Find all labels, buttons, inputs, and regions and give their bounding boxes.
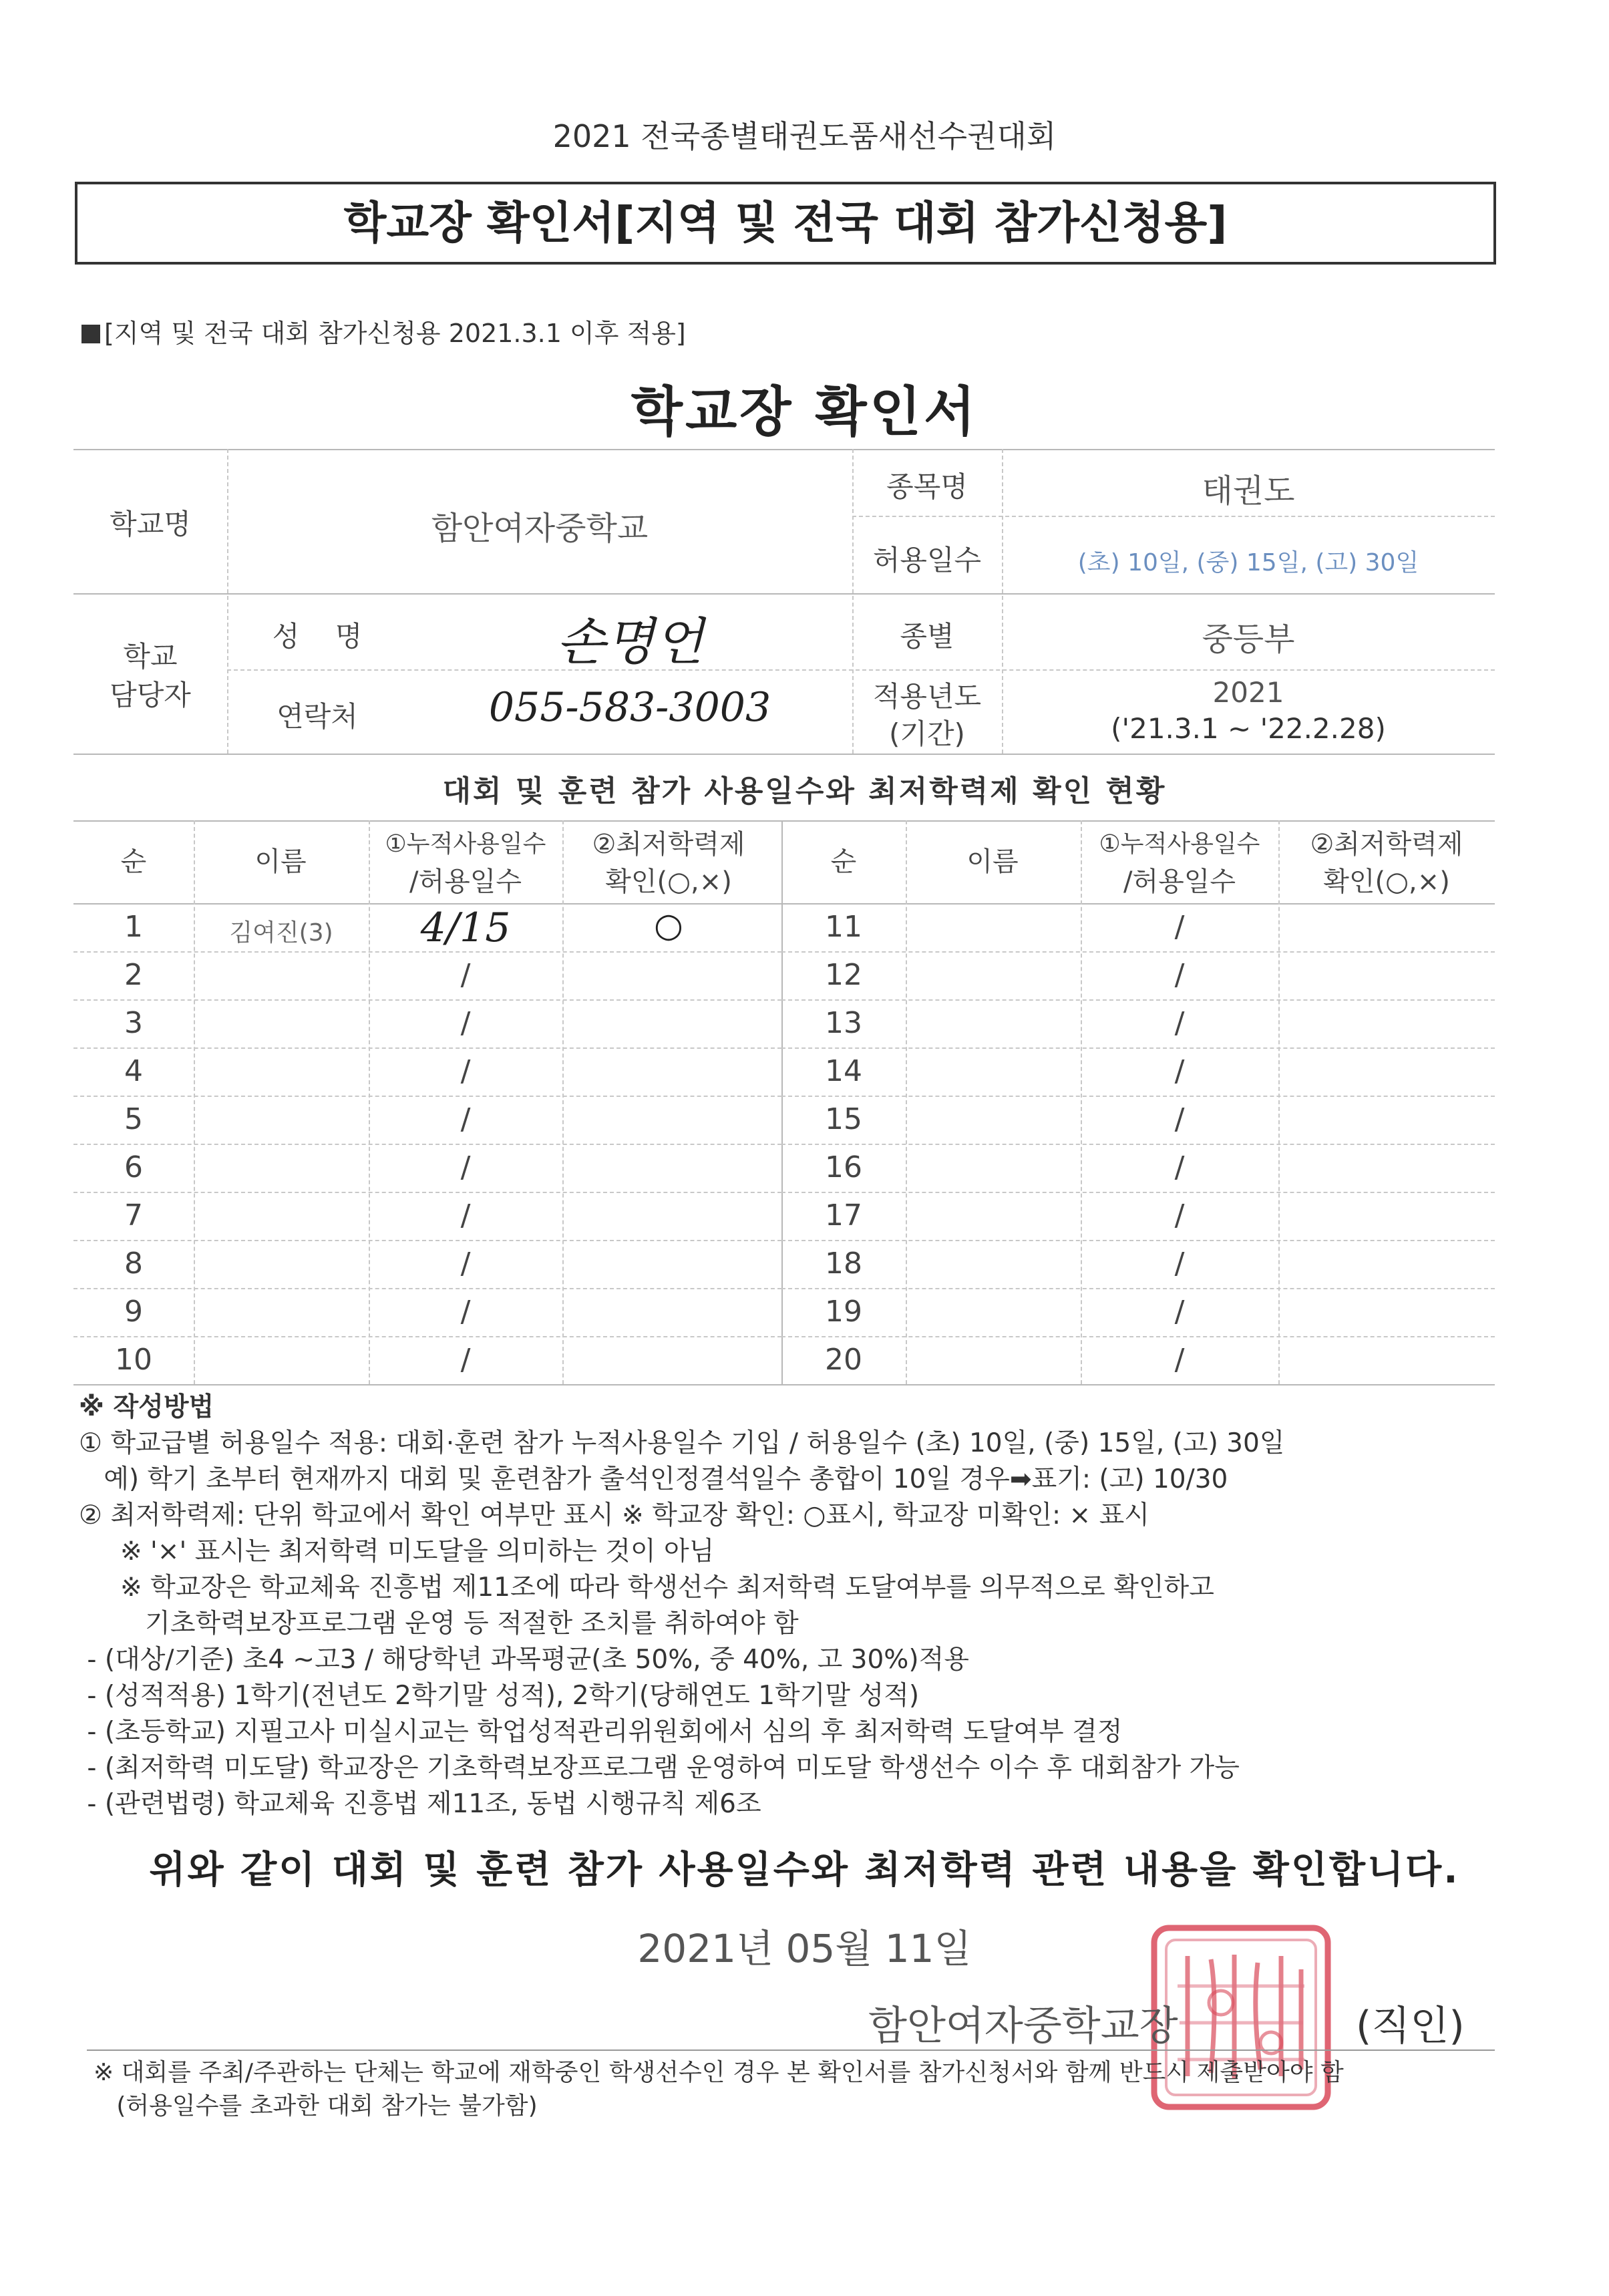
col-no-header: 순 [830,846,857,877]
col-check-header-line1: ②최저학력제 [592,829,745,860]
footnote-line: (허용일수를 초과한 대회 참가는 불가함) [94,2092,538,2120]
row-number: 7 [124,1198,143,1233]
col-days-header-line2: /허용일수 [1123,866,1236,897]
instruction-line: ※ '×' 표시는 최저학력 미도달을 의미하는 것이 아님 [79,1536,715,1567]
row-number: 14 [825,1054,862,1088]
contact-label: 연락처 [277,700,358,733]
confirmation-statement: 위와 같이 대회 및 훈련 참가 사용일수와 최저학력 관련 내용을 확인합니다. [149,1848,1460,1892]
division-value: 중등부 [1202,621,1295,658]
footnote [94,2056,1344,2123]
row-number: 10 [115,1343,152,1377]
col-check-header-line1: ②최저학력제 [1310,829,1463,860]
table-row [781,1240,1495,1289]
row-days: / [460,1006,471,1040]
table-row [73,1240,781,1289]
table-row [73,903,781,953]
col-days-header-line1: ①누적사용일수 [1099,830,1260,858]
document-title: 학교장 확인서 [631,381,978,443]
row-days: / [1174,910,1185,944]
row-number: 18 [825,1247,862,1281]
row-days: / [1174,1247,1185,1281]
year-value-line1: 2021 [1212,676,1284,709]
table-row [781,1336,1495,1384]
row-check: ○ [654,906,683,945]
table-row [73,1336,781,1384]
row-athlete-name: 김여진(3) [229,919,333,947]
instruction-line: ※ 학교장은 학교체육 진흥법 제11조에 따라 학생선수 최저학력 도달여부를 의무적으로 확인하고 [79,1573,1214,1603]
row-days: / [1174,1150,1185,1184]
col-name-header: 이름 [254,846,307,877]
col-days-header-line1: ①누적사용일수 [385,830,546,858]
sport-value: 태권도 [1202,472,1295,510]
application-note [81,313,686,349]
info-bottom-border [73,754,1495,755]
row-number: 20 [825,1343,862,1377]
instruction-line: 예) 학기 초부터 현재까지 대회 및 훈련참가 출석인정결석일수 총합이 10일 경우➡표기: (고) 10/30 [79,1464,1228,1494]
row-days: / [460,958,471,992]
row-days: / [460,1198,471,1233]
info-divider [73,593,1495,595]
row-number: 1 [124,910,143,944]
confirmation-date: 2021년 05월 11일 [637,1926,972,1971]
school-name-label: 학교명 [110,508,191,540]
allowed-days-label: 허용일수 [872,544,982,577]
instruction-line: - (초등학교) 지필고사 미실시교는 학업성적관리위원회에서 심의 후 최저학력 도달여부 결정 [79,1717,1123,1747]
table-row [73,1096,781,1145]
row-number: 15 [825,1102,862,1136]
row-number: 17 [825,1198,862,1233]
instructions-heading: ※ 작성방법 [79,1392,214,1422]
row-days: / [460,1295,471,1329]
table-row [781,1192,1495,1241]
info-divider [852,516,1495,517]
row-number: 13 [825,1006,862,1040]
info-top-border [73,449,1495,450]
row-number: 11 [825,910,862,944]
boxed-title: 학교장 확인서[지역 및 전국 대회 참가신청용] [75,182,1496,265]
manager-label-line1: 학교 [123,640,178,673]
row-days: / [1174,1006,1185,1040]
row-days: / [1174,1054,1185,1088]
seal-label: (직인) [1356,2003,1465,2049]
sport-label: 종목명 [886,470,968,503]
col-check-header-line2: 확인(○,×) [1323,866,1450,897]
instruction-line: 기초학력보장프로그램 운영 등 적절한 조치를 취하여야 함 [79,1609,799,1639]
row-number: 8 [124,1247,143,1281]
table-row [73,999,781,1049]
table-row [73,1047,781,1097]
table-heading: 대회 및 훈련 참가 사용일수와 최저학력제 확인 현황 [442,774,1167,808]
row-days: / [460,1247,471,1281]
row-days: / [1174,1102,1185,1136]
row-number: 3 [124,1006,143,1040]
col-no-header: 순 [120,846,147,877]
table-row [73,951,781,1001]
instruction-line: - (성적적용) 1학기(전년도 2학기말 성적), 2학기(당해연도 1학기말 성적) [79,1681,920,1711]
table-row [73,1288,781,1337]
event-title: 2021 전국종별태권도품새선수권대회 [552,118,1057,154]
row-days: / [460,1102,471,1136]
row-days: 4/15 [420,905,511,951]
instruction-line: - (관련법령) 학교체육 진흥법 제11조, 동법 시행규칙 제6조 [79,1789,761,1819]
col-name-header: 이름 [966,846,1019,877]
table-row [73,1192,781,1241]
row-days: / [1174,1198,1185,1233]
instruction-line: - (대상/기준) 초4 ~고3 / 해당학년 과목평균(초 50%, 중 40%, 고 30%)적용 [79,1645,969,1675]
square-bullet-icon [81,325,100,343]
manager-name-value: 손명언 [556,612,704,671]
table-row [781,951,1495,1001]
year-value-line2: ('21.3.1 ~ '22.2.28) [1111,712,1386,745]
instruction-line: ① 학교급별 허용일수 적용: 대회·훈련 참가 누적사용일수 기입 / 허용일수 (초) 10일, (중) 15일, (고) 30일 [79,1428,1285,1458]
table-row [781,1288,1495,1337]
instruction-line: ② 최저학력제: 단위 학교에서 확인 여부만 표시 ※ 학교장 확인: ○표시, 학교장 미확인: × 표시 [79,1500,1149,1530]
manager-label-line2: 담당자 [110,679,191,711]
row-number: 5 [124,1102,143,1136]
row-number: 4 [124,1054,143,1088]
col-check-header-line2: 확인(○,×) [605,866,732,897]
table-row [73,1144,781,1193]
contact-value: 055-583-3003 [488,684,771,731]
row-number: 16 [825,1150,862,1184]
table-bottom-border [73,1384,1495,1385]
table-row [781,999,1495,1049]
row-days: / [1174,1343,1185,1377]
table-row [781,903,1495,953]
row-number: 12 [825,958,862,992]
row-days: / [460,1054,471,1088]
year-label-line2: (기간) [889,717,965,750]
table-row [781,1144,1495,1193]
name-label: 성 명 [272,620,363,653]
table-top-border [73,820,1495,822]
application-note-text: [지역 및 전국 대회 참가신청용 2021.3.1 이후 적용] [104,319,686,348]
footnote-line: ※ 대회를 주최/주관하는 단체는 학교에 재학중인 학생선수인 경우 본 확인서를 참가신청서와 함께 반드시 제출받아야 함 [94,2059,1344,2086]
row-number: 9 [124,1295,143,1329]
table-row [781,1047,1495,1097]
row-days: / [1174,1295,1185,1329]
row-days: / [460,1343,471,1377]
writing-instructions [79,1389,1284,1822]
row-number: 19 [825,1295,862,1329]
row-days: / [460,1150,471,1184]
school-name-value: 함안여자중학교 [431,510,649,547]
division-label: 종별 [900,620,954,653]
footnote-divider [87,2049,1495,2051]
instruction-line: - (최저학력 미도달) 학교장은 기초학력보장프로그램 운영하여 미도달 학생선수 이수 후 대회참가 가능 [79,1753,1240,1783]
allowed-days-value: (초) 10일, (중) 15일, (고) 30일 [1077,549,1419,577]
row-days: / [1174,958,1185,992]
principal-signature: 함안여자중학교장 [868,2003,1178,2049]
col-days-header-line2: /허용일수 [409,866,522,897]
table-row [781,1096,1495,1145]
row-number: 2 [124,958,143,992]
row-number: 6 [124,1150,143,1184]
year-label-line1: 적용년도 [872,680,982,713]
